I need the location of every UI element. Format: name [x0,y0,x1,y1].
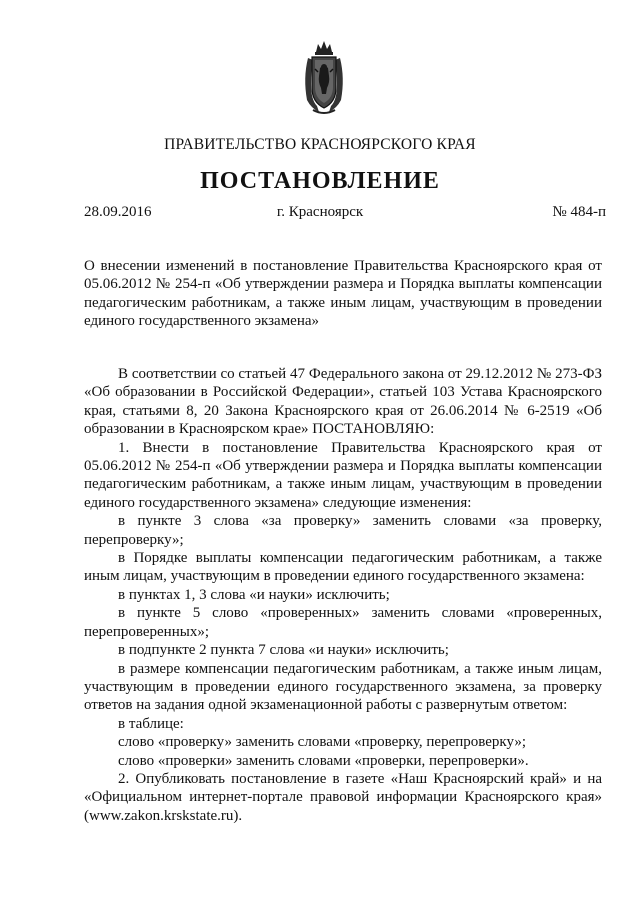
body-paragraph: в пунктах 1, 3 слова «и науки» исключить; [118,586,390,603]
body-paragraph: в таблице: [118,715,184,732]
document-city: г. Красноярск [276,204,364,220]
body-paragraph: 1. Внести в постановление Правительства Красноярского края от 05.06.2012 № 254-п «Об утверждении размера и Порядка выплаты компенсации педагогическим работникам, а также иным лицам, участвующим в проведении единого государственного экзамена» следующие изменения: [84,439,602,511]
body-paragraph: слово «проверку» заменить словами «проверку, перепроверку»; [118,734,527,751]
body-paragraph: слово «проверки» заменить словами «проверки, перепроверки». [118,752,529,769]
body-paragraph: в пункте 5 слово «проверенных» заменить словами «проверенных, перепроверенных»; [84,605,602,640]
body-paragraph: в пункте 3 слова «за проверку» заменить словами «за проверку, перепроверку»; [84,513,602,548]
coat-of-arms-icon [299,38,349,116]
body-paragraph: в подпункте 2 пункта 7 слова «и науки» исключить; [118,642,449,659]
body-paragraph: в размере компенсации педагогическим работникам, а также иным лицам, участвующим в проведении единого государственного экзамена, за проверку ответов на задания одной экзаменационной работы с развернутым ответом: [84,660,602,714]
body-paragraph: в Порядке выплаты компенсации педагогическим работникам, а также иным лицам, участвующим в проведении единого государственного экзамена: [84,550,602,585]
body-paragraph: 2. Опубликовать постановление в газете «Наш Красноярский край» и на «Официальном интернет-портале правовой информации Красноярского края» (www.zakon.krskstate.ru). [84,770,602,824]
body-paragraph: В соответствии со статьей 47 Федерального закона от 29.12.2012 № 273-ФЗ «Об образовании в Российской Федерации», статьей 103 Устава Красноярского края, статьями 8, 20 Закона Красноярского края от 26.06.2014 № 6-2519 «Об образовании в Красноярском крае» ПОСТАНОВЛЯЮ: [84,366,602,438]
document-subject: О внесении изменений в постановление Правительства Красноярского края от 05.06.2012 № 254-п «Об утверждении размера и Порядка выплаты компенсации педагогическим работникам, а также иным лицам, участвующим в проведении единого государственного экзамена» [84,258,602,330]
government-name: ПРАВИТЕЛЬСТВО КРАСНОЯРСКОГО КРАЯ [164,136,476,153]
document-number: № 484-п [552,204,606,220]
document-type-title: ПОСТАНОВЛЕНИЕ [200,168,440,194]
document-body [84,365,602,825]
document-date: 28.09.2016 [84,204,152,220]
